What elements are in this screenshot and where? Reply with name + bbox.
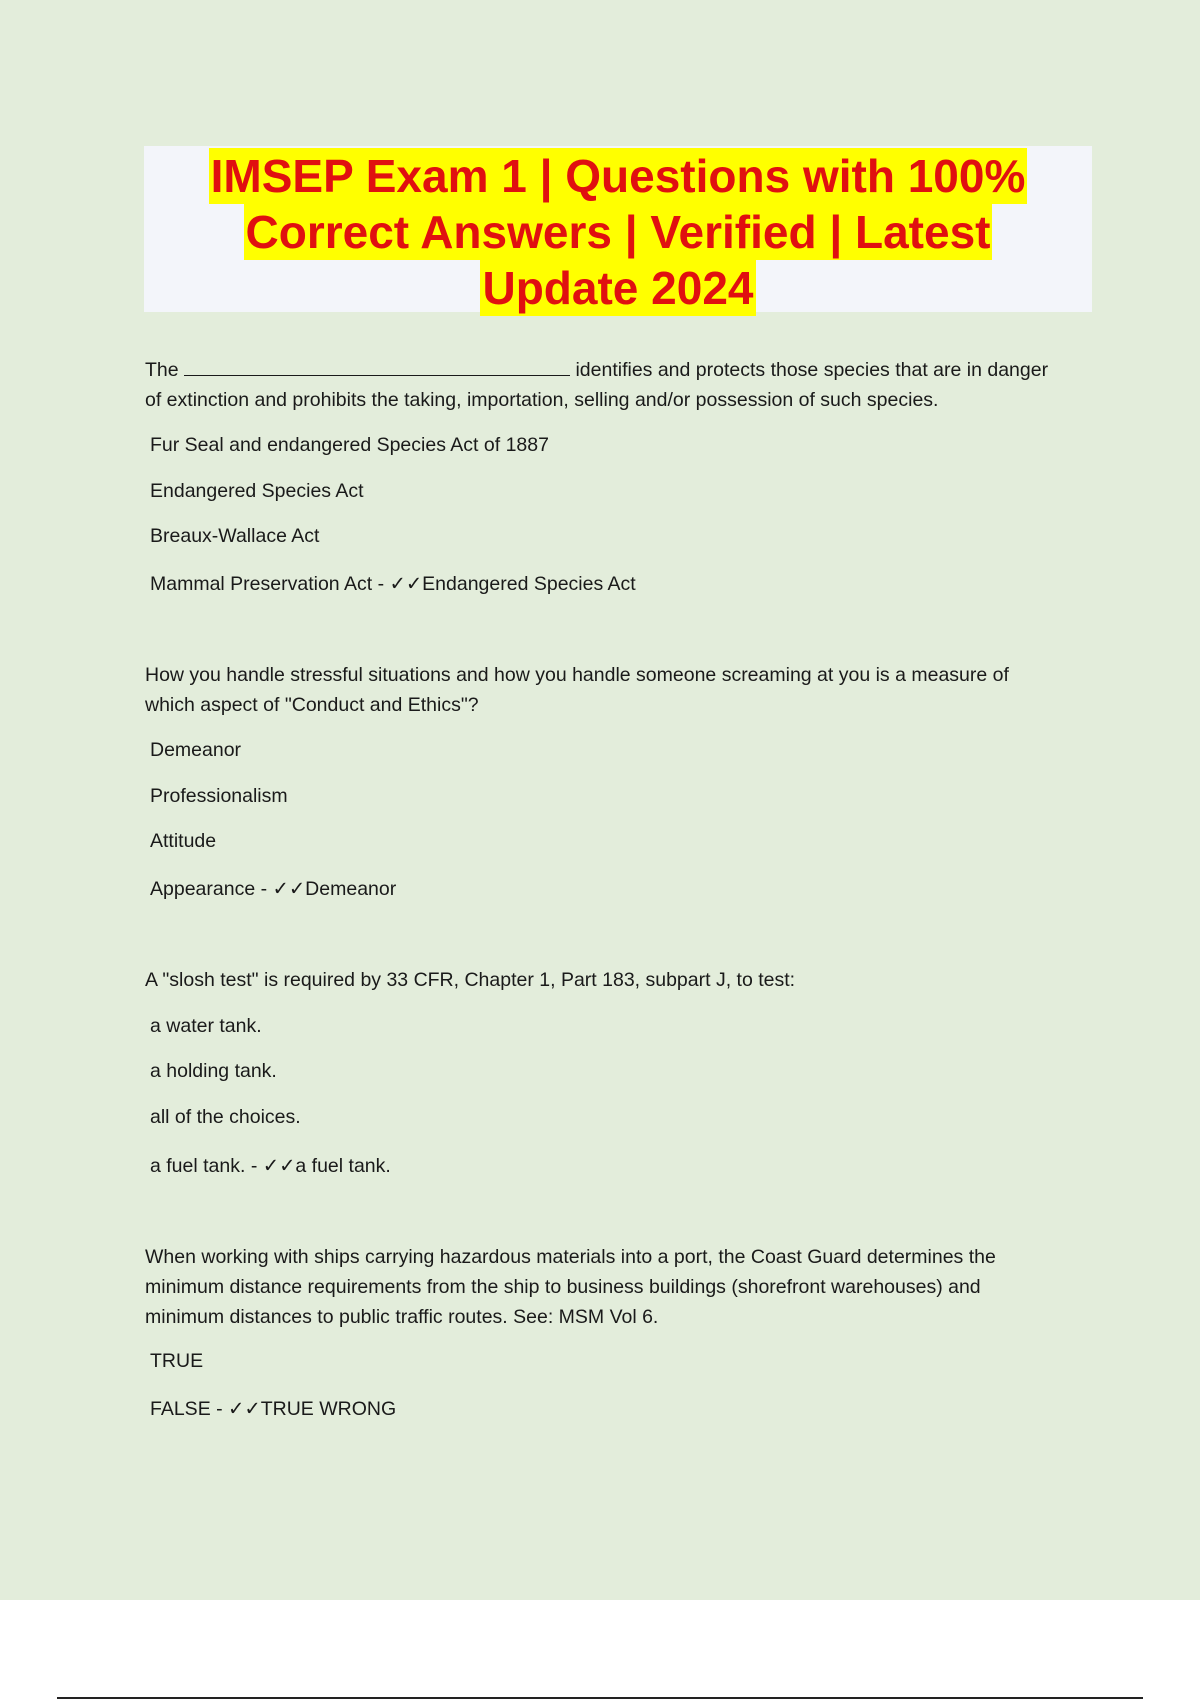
question-1-option-3: Breaux-Wallace Act bbox=[150, 525, 320, 547]
title-line-1: IMSEP Exam 1 | Questions with 100% bbox=[210, 150, 1026, 202]
question-1 bbox=[145, 355, 1085, 415]
question-4-prompt-line-3: minimum distances to public traffic routes. See: MSM Vol 6. bbox=[145, 1306, 659, 1328]
question-3-option-3: all of the choices. bbox=[150, 1106, 301, 1128]
question-1-option-4-answer: Mammal Preservation Act - ✓✓Endangered Species Act bbox=[150, 573, 636, 595]
question-3 bbox=[145, 965, 1085, 995]
question-3-prompt bbox=[145, 965, 1085, 995]
question-4 bbox=[145, 1242, 1085, 1332]
question-1-prompt bbox=[145, 355, 1085, 415]
question-2-option-3: Attitude bbox=[150, 830, 217, 852]
fill-in-blank bbox=[184, 355, 570, 376]
title-banner bbox=[144, 146, 1092, 312]
question-3-prompt-line-1: A "slosh test" is required by 33 CFR, Chapter 1, Part 183, subpart J, to test: bbox=[145, 969, 796, 991]
question-1-option-2: Endangered Species Act bbox=[150, 480, 364, 502]
question-3-option-2: a holding tank. bbox=[150, 1060, 277, 1082]
question-1-prompt-end: identifies and protects those species that are in danger bbox=[575, 359, 1049, 381]
title-line-3: Update 2024 bbox=[482, 262, 754, 314]
question-2-option-1: Demeanor bbox=[150, 739, 242, 761]
footer-divider bbox=[57, 1697, 1143, 1699]
question-4-option-1: TRUE bbox=[150, 1350, 204, 1372]
question-2-prompt-line-1: How you handle stressful situations and how you handle someone screaming at you is a measure of bbox=[145, 664, 1009, 686]
question-4-prompt-line-2: minimum distance requirements from the ship to business buildings (shorefront warehouses) and bbox=[145, 1276, 981, 1298]
question-2-prompt bbox=[145, 660, 1085, 720]
question-4-prompt bbox=[145, 1242, 1085, 1332]
question-4-prompt-line-1: When working with ships carrying hazardous materials into a port, the Coast Guard determines the bbox=[145, 1246, 996, 1268]
question-1-prompt-start: The bbox=[145, 359, 179, 381]
question-1-option-1: Fur Seal and endangered Species Act of 1887 bbox=[150, 434, 549, 456]
question-2-prompt-line-2: which aspect of "Conduct and Ethics"? bbox=[145, 694, 479, 716]
question-3-option-1: a water tank. bbox=[150, 1015, 262, 1037]
question-2-option-2: Professionalism bbox=[150, 785, 288, 807]
question-1-prompt-line-2: of extinction and prohibits the taking, importation, selling and/or possession of such species. bbox=[145, 389, 939, 411]
title-line-2: Correct Answers | Verified | Latest bbox=[245, 206, 991, 258]
question-4-option-2-answer: FALSE - ✓✓TRUE WRONG bbox=[150, 1398, 397, 1420]
question-2-option-4-answer: Appearance - ✓✓Demeanor bbox=[150, 878, 397, 900]
question-3-option-4-answer: a fuel tank. - ✓✓a fuel tank. bbox=[150, 1155, 391, 1177]
question-2 bbox=[145, 660, 1085, 720]
